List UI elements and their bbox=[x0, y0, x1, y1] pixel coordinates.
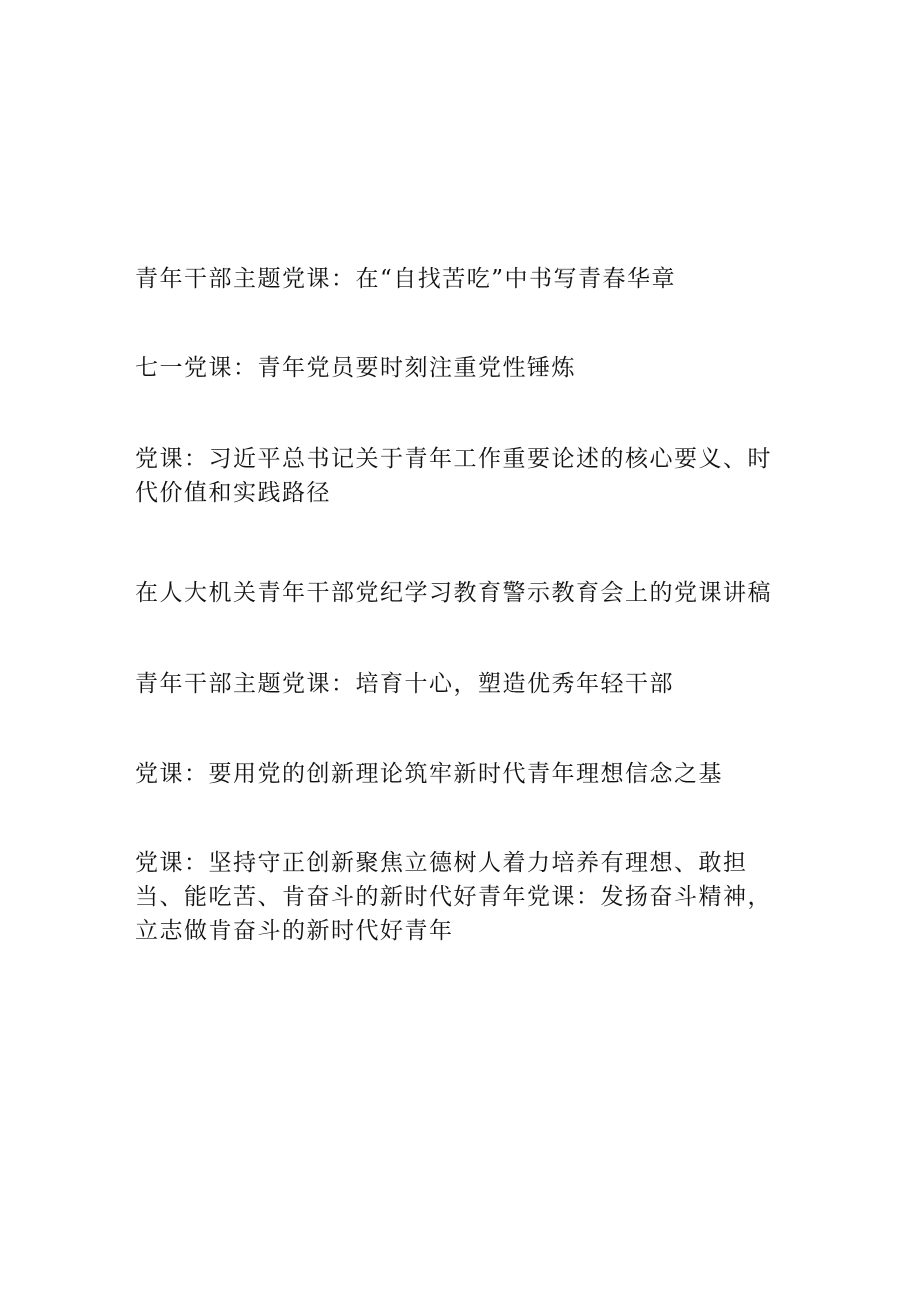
title-item: 党课：习近平总书记关于青年工作重要论述的核心要义、时代价值和实践路径 bbox=[135, 446, 772, 506]
title-item: 党课：要用党的创新理论筑牢新时代青年理想信念之基 bbox=[135, 761, 723, 787]
title-item: 党课：坚持守正创新聚焦立德树人着力培养有理想、敢担当、能吃苦、肯奋斗的新时代好青年党课：发扬奋斗精神，立志做肯奋斗的新时代好青年 bbox=[135, 850, 772, 944]
title-item: 青年干部主题党课：在“自找苦吃”中书写青春华章 bbox=[135, 266, 677, 292]
title-item: 青年干部主题党课：培育十心，塑造优秀年轻干部 bbox=[135, 671, 674, 697]
title-item: 在人大机关青年干部党纪学习教育警示教育会上的党课讲稿 bbox=[135, 580, 772, 606]
title-item: 七一党课：青年党员要时刻注重党性锤炼 bbox=[135, 355, 576, 381]
